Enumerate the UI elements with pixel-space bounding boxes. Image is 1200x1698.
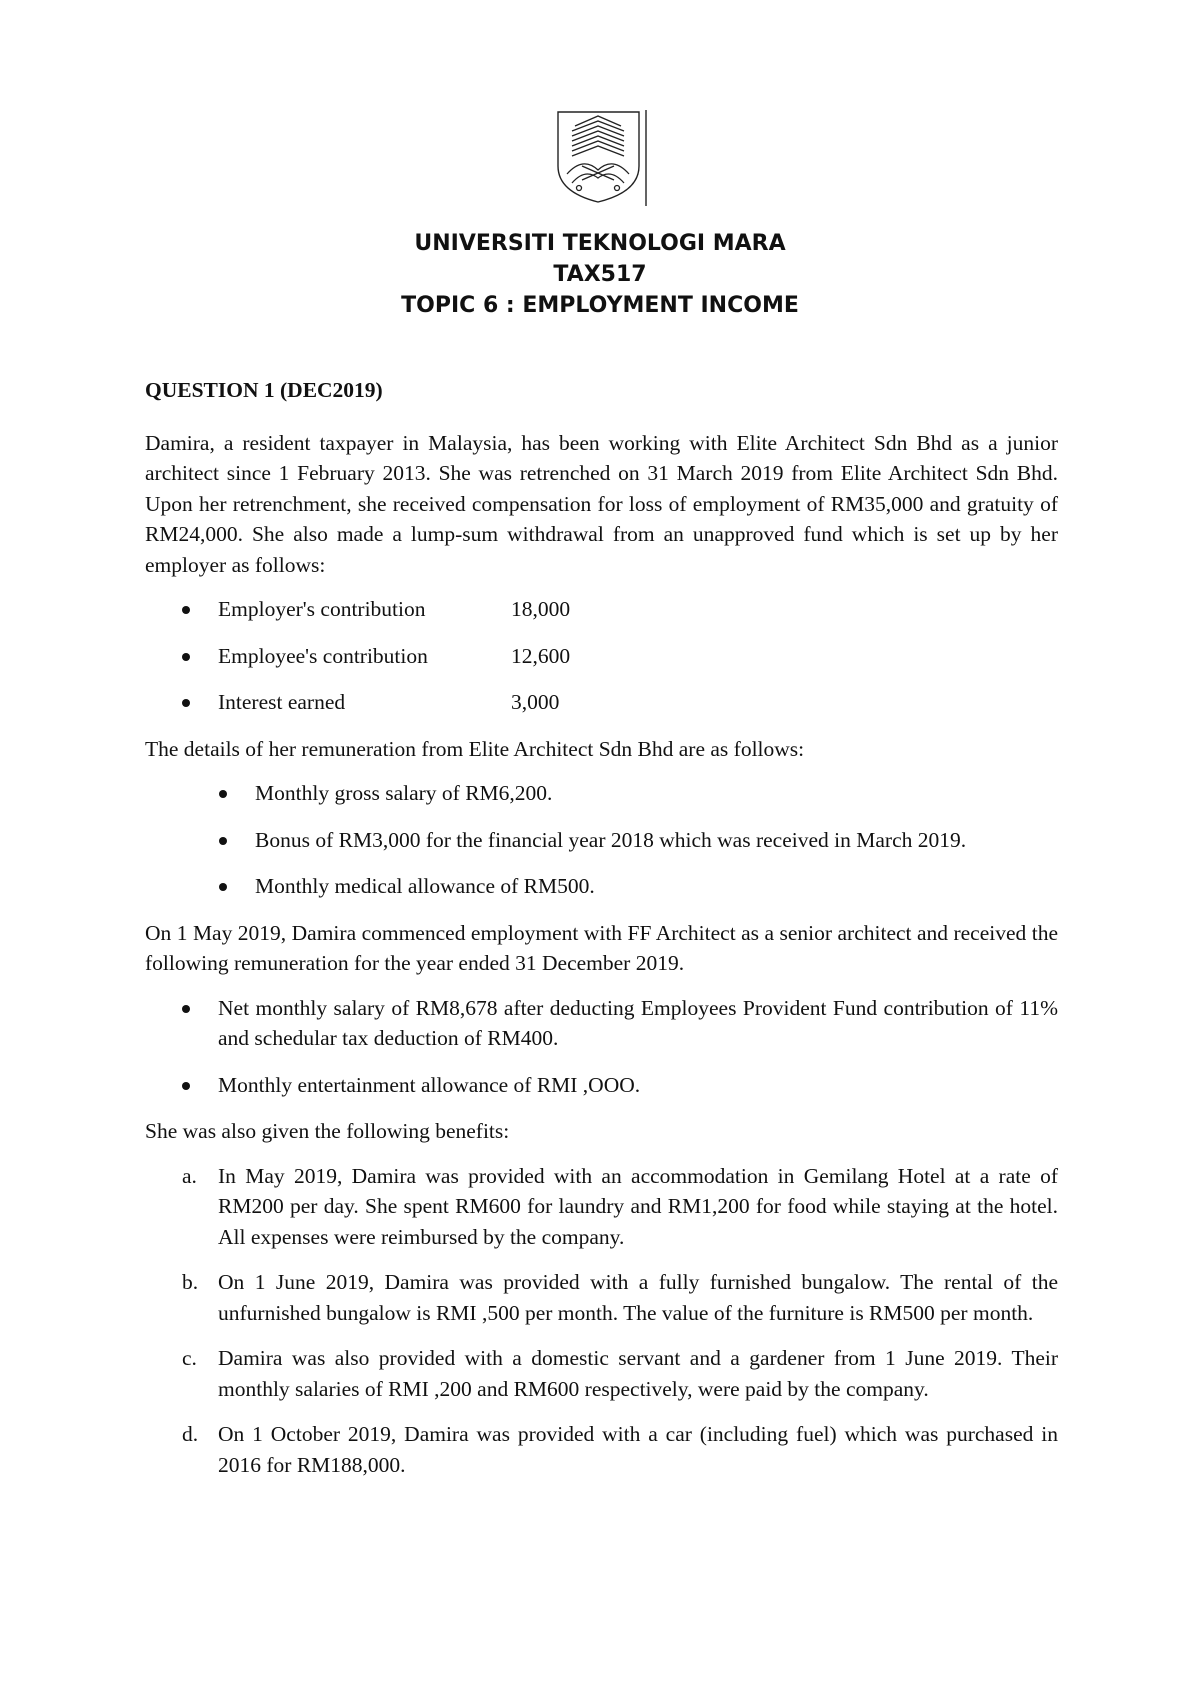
remuneration-intro: The details of her remuneration from Elite Architect Sdn Bhd are as follows: (145, 736, 805, 761)
list-item (145, 1070, 1058, 1101)
benefit-marker: d. (182, 1422, 199, 1446)
remuneration-item: Monthly medical allowance of RM500. (255, 874, 595, 898)
fund-value: 12,600 (511, 643, 571, 668)
benefit-marker: a. (182, 1163, 197, 1188)
course-code: TAX517 (553, 262, 647, 287)
fund-withdrawal-list (145, 594, 1058, 718)
question-body (145, 375, 1058, 1495)
fund-value: 3,000 (511, 690, 560, 714)
university-name: UNIVERSITI TEKNOLOGI MARA (414, 231, 786, 256)
question-title: QUESTION 1 (DEC2019) (145, 378, 383, 402)
benefit-text: On 1 June 2019, Damira was provided with a fully furnished bungalow. The rental of the unfurnished bungalow is RMI ,500 per month. The value of the furniture is RM500 per month. (218, 1270, 1058, 1325)
intro-paragraph: Damira, a resident taxpayer in Malaysia, has been working with Elite Architect Sdn Bhd as a junior architect since 1 February 2013. She was retrenched on 31 March 2019 from Elite Architect Sdn Bhd. Upon her retrenchment, she received compensation for loss of employment of RM35,000 and gratuity of RM24,000. She also made a lump-sum withdrawal from an unapproved fund which is set up by her employer as follows: (145, 430, 1058, 577)
bullet-icon (182, 699, 190, 707)
benefits-list (145, 1161, 1058, 1481)
benefit-marker: c. (182, 1346, 197, 1370)
benefit-marker: b. (182, 1270, 199, 1294)
university-crest-icon (555, 108, 649, 208)
list-item (145, 594, 1058, 625)
list-item (145, 1419, 1058, 1480)
bullet-icon (182, 1082, 190, 1090)
list-item (145, 993, 1058, 1054)
list-item (145, 1267, 1058, 1328)
list-item (145, 687, 1058, 718)
new-employment-paragraph: On 1 May 2019, Damira commenced employment with FF Architect as a senior architect and received the following remuneration for the year ended 31 December 2019. (145, 920, 1058, 975)
bullet-icon (182, 1005, 190, 1013)
remuneration-list (145, 778, 1058, 902)
benefits-intro: She was also given the following benefits: (145, 1119, 510, 1143)
list-item (145, 1343, 1058, 1404)
benefit-text: On 1 October 2019, Damira was provided with a car (including fuel) which was purchased in 2016 for RM188,000. (218, 1422, 1058, 1477)
bullet-icon (219, 790, 227, 798)
new-remuneration-list (145, 993, 1058, 1101)
list-item (145, 641, 1058, 672)
bullet-icon (219, 883, 227, 891)
benefit-text: In May 2019, Damira was provided with an accommodation in Gemilang Hotel at a rate of RM200 per day. She spent RM600 for laundry and RM1,200 for food while staying at the hotel. All expenses were reimbursed by the company. (218, 1163, 1058, 1249)
fund-label: Interest earned (218, 690, 346, 714)
bullet-icon (219, 837, 227, 845)
fund-label: Employee's contribution (218, 643, 428, 668)
topic-title: TOPIC 6 : EMPLOYMENT INCOME (401, 293, 799, 318)
remuneration-item: Bonus of RM3,000 for the financial year 2018 which was received in March 2019. (255, 827, 967, 852)
bullet-icon (182, 606, 190, 614)
fund-value: 18,000 (511, 597, 571, 621)
fund-label: Employer's contribution (218, 597, 426, 621)
document-header (0, 228, 1200, 321)
remuneration-item: Monthly gross salary of RM6,200. (255, 781, 553, 805)
new-remuneration-item: Net monthly salary of RM8,678 after deducting Employees Provident Fund contribution of 11% and schedular tax deduction of RM400. (218, 995, 1058, 1050)
bullet-icon (182, 653, 190, 661)
list-item (145, 778, 1058, 809)
list-item (145, 1161, 1058, 1253)
list-item (145, 871, 1058, 902)
benefit-text: Damira was also provided with a domestic servant and a gardener from 1 June 2019. Their monthly salaries of RMI ,200 and RM600 respectively, were paid by the company. (218, 1346, 1058, 1401)
list-item (145, 825, 1058, 856)
new-remuneration-item: Monthly entertainment allowance of RMI ,OOO. (218, 1072, 641, 1097)
